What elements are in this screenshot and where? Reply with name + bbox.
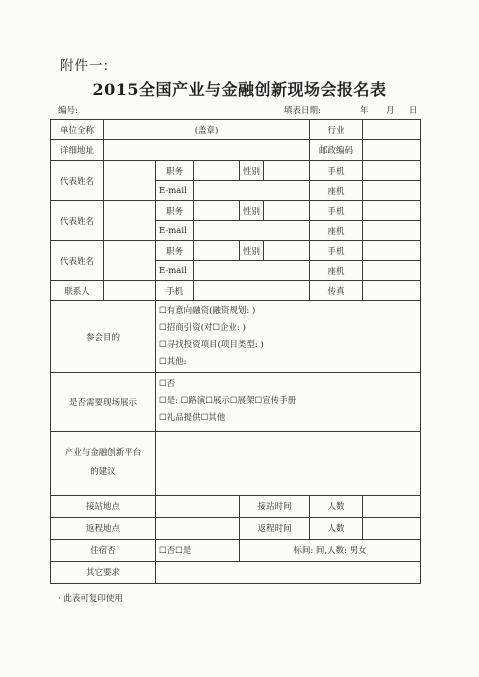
exhibit-option-no[interactable]: ☐否	[159, 379, 176, 390]
rep2-gender-label: 性别	[240, 201, 264, 221]
date-year-label: 年	[360, 106, 369, 116]
contact-mobile-label: 手机	[156, 281, 194, 301]
rep3-name-label: 代表姓名	[51, 241, 104, 281]
contact-label: 联系人	[51, 281, 104, 301]
rep3-position-field[interactable]	[194, 241, 240, 261]
pickup-place-field[interactable]	[156, 495, 240, 517]
exhibit-option-yes[interactable]: ☐是: ☐路演☐展示☐展架☐宣传手册	[159, 396, 297, 407]
pickup-count-label: 人数	[310, 495, 363, 517]
lodging-label: 住宿否	[51, 539, 156, 561]
date-day-label: 日	[409, 106, 418, 116]
pickup-time-label: 接站时间	[240, 495, 310, 517]
rep1-name-label: 代表姓名	[51, 161, 104, 201]
rep2-mobile-label: 手机	[310, 201, 363, 221]
rep1-email-field[interactable]	[194, 181, 310, 201]
footnote: · 此表可复印使用	[58, 594, 123, 604]
unit-row	[51, 120, 421, 140]
industry-field[interactable]	[363, 120, 421, 140]
address-row	[51, 140, 421, 161]
rep1-gender-field[interactable]	[264, 161, 310, 181]
room-detail[interactable]: 标间: 间,人数: 男女	[240, 539, 421, 561]
suggestion-field[interactable]	[156, 431, 421, 495]
rep2-email-field[interactable]	[194, 221, 310, 241]
unit-name-field[interactable]	[104, 120, 310, 140]
suggestion-row	[51, 431, 421, 495]
purpose-option-find-projects[interactable]: ☐寻找投资项目(项目类型: )	[159, 339, 264, 350]
fax-field[interactable]	[363, 281, 421, 301]
purpose-option-investment-attraction[interactable]: ☐招商引资(对☐企业: )	[159, 322, 246, 333]
postcode-field[interactable]	[363, 140, 421, 161]
rep3-gender-label: 性别	[240, 241, 264, 261]
rep1-name-field[interactable]	[104, 161, 156, 201]
seal-note: (盖章)	[194, 125, 219, 136]
purpose-options	[156, 301, 421, 373]
exhibit-options	[156, 373, 421, 431]
rep3-email-field[interactable]	[194, 261, 310, 281]
rep2-landline-label: 座机	[310, 221, 363, 241]
rep1-email-label: E-mail	[156, 181, 194, 201]
rep2-row-a	[51, 201, 421, 221]
date-label: 填表日期:	[284, 106, 321, 116]
other-label: 其它要求	[51, 561, 156, 583]
rep2-mobile-field[interactable]	[363, 201, 421, 221]
rep3-landline-field[interactable]	[363, 261, 421, 281]
return-row	[51, 517, 421, 539]
contact-row	[51, 281, 421, 301]
rep1-mobile-field[interactable]	[363, 161, 421, 181]
rep2-position-field[interactable]	[194, 201, 240, 221]
fax-label: 传真	[310, 281, 363, 301]
pickup-count-field[interactable]	[363, 495, 421, 517]
pickup-row	[51, 495, 421, 517]
rep1-position-label: 职务	[156, 161, 194, 181]
rep2-name-label: 代表姓名	[51, 201, 104, 241]
rep3-position-label: 职务	[156, 241, 194, 261]
suggestion-label-line2: 的建议	[90, 467, 116, 478]
rep1-position-field[interactable]	[194, 161, 240, 181]
rep3-landline-label: 座机	[310, 261, 363, 281]
form-title: 2015全国产业与金融创新现场会报名表	[92, 80, 387, 99]
exhibit-row	[51, 373, 421, 431]
rep3-gender-field[interactable]	[264, 241, 310, 261]
exhibit-label: 是否需要现场展示	[51, 373, 156, 431]
address-field[interactable]	[104, 140, 310, 161]
rep3-name-field[interactable]	[104, 241, 156, 281]
pickup-place-label: 接站地点	[51, 495, 156, 517]
return-time-label: 返程时间	[240, 517, 310, 539]
return-count-field[interactable]	[363, 517, 421, 539]
purpose-option-other[interactable]: ☐其他:	[159, 356, 187, 367]
exhibit-option-gifts[interactable]: ☐礼品提供☐其他	[159, 413, 226, 424]
other-row	[51, 561, 421, 583]
lodging-options[interactable]: ☐否☐是	[156, 539, 240, 561]
postcode-label: 邮政编码	[310, 140, 363, 161]
attachment-label: 附件一:	[60, 58, 110, 74]
lodging-row	[51, 539, 421, 561]
rep1-row-a	[51, 161, 421, 181]
rep3-email-label: E-mail	[156, 261, 194, 281]
purpose-row	[51, 301, 421, 373]
registration-form-table	[50, 119, 421, 584]
rep2-email-label: E-mail	[156, 221, 194, 241]
other-field[interactable]	[156, 561, 421, 583]
rep1-mobile-label: 手机	[310, 161, 363, 181]
return-count-label: 人数	[310, 517, 363, 539]
rep2-name-field[interactable]	[104, 201, 156, 241]
rep2-landline-field[interactable]	[363, 221, 421, 241]
contact-name-field[interactable]	[104, 281, 156, 301]
unit-name-label: 单位全称	[51, 120, 104, 140]
return-place-field[interactable]	[156, 517, 240, 539]
rep1-landline-field[interactable]	[363, 181, 421, 201]
contact-mobile-field[interactable]	[194, 281, 310, 301]
suggestion-label	[51, 431, 156, 495]
industry-label: 行业	[310, 120, 363, 140]
rep3-row-a	[51, 241, 421, 261]
rep1-gender-label: 性别	[240, 161, 264, 181]
return-place-label: 返程地点	[51, 517, 156, 539]
address-label: 详细地址	[51, 140, 104, 161]
rep2-position-label: 职务	[156, 201, 194, 221]
purpose-option-financing[interactable]: ☐有意向融资(融资规划: )	[159, 305, 256, 316]
number-label: 编号:	[58, 106, 78, 116]
rep3-mobile-label: 手机	[310, 241, 363, 261]
rep2-gender-field[interactable]	[264, 201, 310, 221]
date-month-label: 月	[386, 106, 395, 116]
suggestion-label-line1: 产业与金融创新平台	[64, 448, 142, 459]
rep1-landline-label: 座机	[310, 181, 363, 201]
rep3-mobile-field[interactable]	[363, 241, 421, 261]
purpose-label: 参会目的	[51, 301, 156, 373]
